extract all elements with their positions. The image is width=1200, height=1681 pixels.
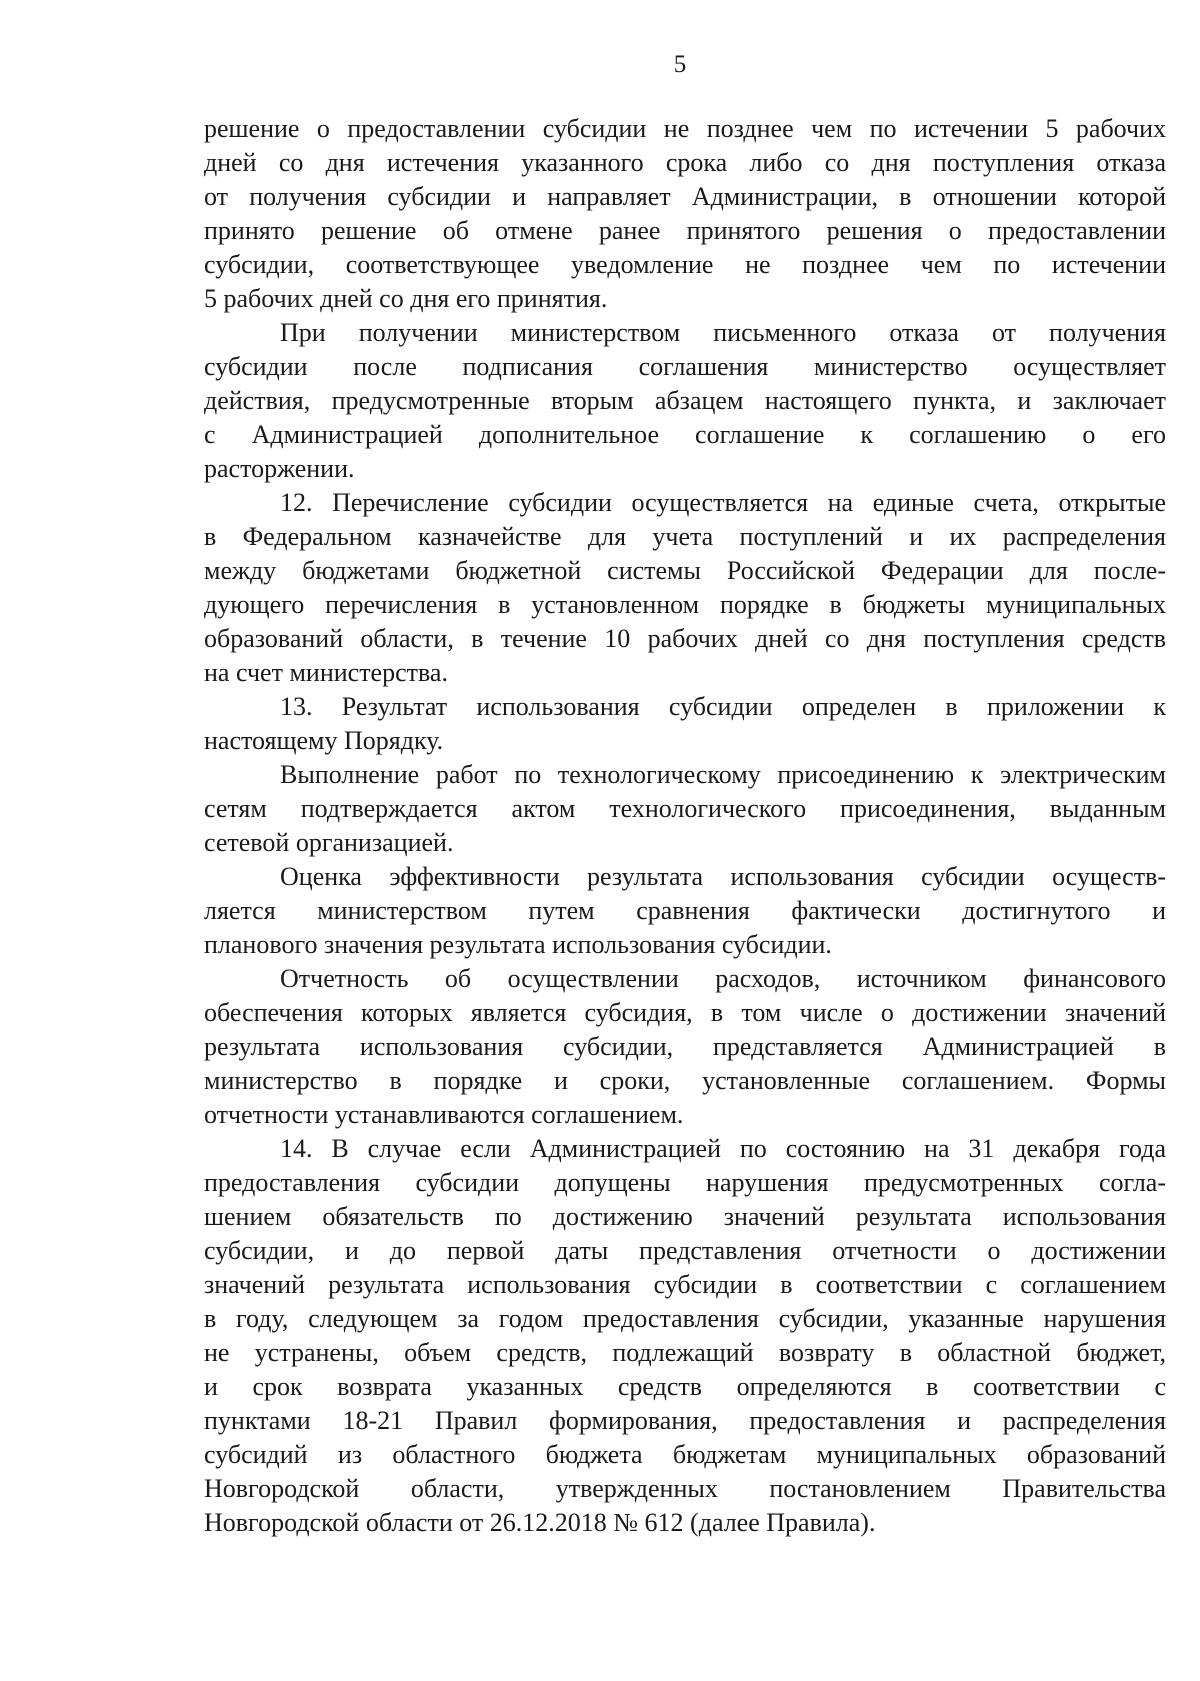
text-line: 13. Результат использования субсидии определен в приложении к xyxy=(280,692,1166,721)
text-line: пунктами 18-21 Правил формирования, предоставления и распределения xyxy=(204,1406,1166,1435)
text-line: на счет министерства. xyxy=(204,658,448,687)
text-line: Новгородской области от 26.12.2018 № 612 (далее Правила). xyxy=(204,1508,876,1537)
text-line: субсидии, и до первой даты представления отчетности о достижении xyxy=(204,1236,1166,1265)
text-line: Отчетность об осуществлении расходов, источником финансового xyxy=(280,964,1166,993)
text-line: планового значения результата использования субсидии. xyxy=(204,930,832,959)
text-line: 14. В случае если Администрацией по состоянию на 31 декабря года xyxy=(280,1134,1166,1163)
text-line: субсидий из областного бюджета бюджетам муниципальных образований xyxy=(204,1440,1166,1469)
paragraph xyxy=(204,486,1166,690)
paragraph xyxy=(204,112,1166,316)
paragraph xyxy=(204,316,1166,486)
page-number: 5 xyxy=(673,51,687,78)
text-line: результата использования субсидии, представляется Администрацией в xyxy=(204,1032,1166,1061)
text-line: образований области, в течение 10 рабочих дней со дня поступления средств xyxy=(204,624,1166,653)
text-line: действия, предусмотренные вторым абзацем настоящего пункта, и заключает xyxy=(204,386,1166,415)
text-line: 12. Перечисление субсидии осуществляется на единые счета, открытые xyxy=(280,488,1166,517)
text-line: субсидии после подписания соглашения министерство осуществляет xyxy=(204,352,1166,381)
text-line: ляется министерством путем сравнения фактически достигнутого и xyxy=(204,896,1166,925)
text-line: дующего перечисления в установленном порядке в бюджеты муниципальных xyxy=(204,590,1166,619)
text-line: в Федеральном казначействе для учета поступлений и их распределения xyxy=(204,522,1166,551)
text-line: шением обязательств по достижению значений результата использования xyxy=(204,1202,1166,1231)
text-line: и срок возврата указанных средств определяются в соответствии с xyxy=(204,1372,1166,1401)
paragraph xyxy=(204,690,1166,758)
paragraph xyxy=(204,1132,1166,1540)
text-line: сетевой организацией. xyxy=(204,828,454,857)
text-line: принято решение об отмене ранее принятого решения о предоставлении xyxy=(204,216,1166,245)
text-line: министерство в порядке и сроки, установленные соглашением. Формы xyxy=(204,1066,1166,1095)
paragraph xyxy=(204,860,1166,962)
text-line: 5 рабочих дней со дня его принятия. xyxy=(204,284,608,313)
text-line: отчетности устанавливаются соглашением. xyxy=(204,1100,684,1129)
text-line: не устранены, объем средств, подлежащий возврату в областной бюджет, xyxy=(204,1338,1166,1367)
text-line: дней со дня истечения указанного срока либо со дня поступления отказа xyxy=(204,148,1166,177)
paragraph xyxy=(204,962,1166,1132)
text-line: с Администрацией дополнительное соглашение к соглашению о его xyxy=(204,420,1166,449)
text-line: Выполнение работ по технологическому присоединению к электрическим xyxy=(280,760,1166,789)
text-line: от получения субсидии и направляет Администрации, в отношении которой xyxy=(204,182,1166,211)
text-line: субсидии, соответствующее уведомление не позднее чем по истечении xyxy=(204,250,1166,279)
text-line: При получении министерством письменного отказа от получения xyxy=(280,318,1166,347)
text-line: Новгородской области, утвержденных постановлением Правительства xyxy=(204,1474,1166,1503)
text-line: между бюджетами бюджетной системы Российской Федерации для после- xyxy=(204,556,1166,585)
text-line: Оценка эффективности результата использования субсидии осуществ- xyxy=(280,862,1166,891)
text-line: значений результата использования субсидии в соответствии с соглашением xyxy=(204,1270,1166,1299)
text-line: обеспечения которых является субсидия, в том числе о достижении значений xyxy=(204,998,1166,1027)
text-line: в году, следующем за годом предоставления субсидии, указанные нарушения xyxy=(204,1304,1166,1333)
paragraph xyxy=(204,758,1166,860)
text-line: предоставления субсидии допущены нарушения предусмотренных согла- xyxy=(204,1168,1166,1197)
text-line: настоящему Порядку. xyxy=(204,726,444,755)
text-line: решение о предоставлении субсидии не позднее чем по истечении 5 рабочих xyxy=(204,114,1166,143)
document-body xyxy=(204,112,1166,1540)
text-line: сетям подтверждается актом технологического присоединения, выданным xyxy=(204,794,1166,823)
text-line: расторжении. xyxy=(204,454,355,483)
